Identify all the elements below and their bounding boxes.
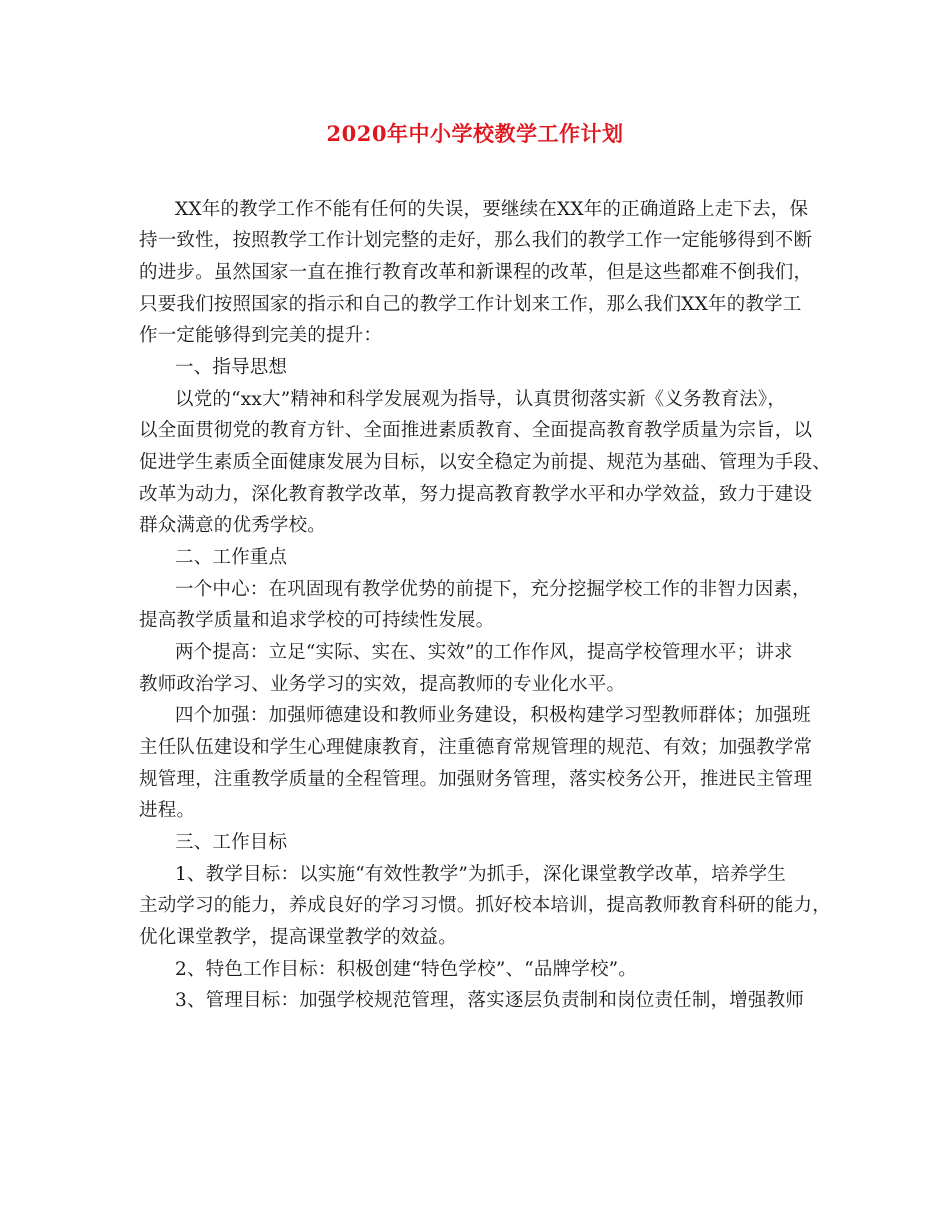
paragraph-line: 1、教学目标：以实施“有效性教学”为抓手，深化课堂教学改革，培养学生 <box>175 864 786 885</box>
paragraph-line: 主动学习的能力，养成良好的学习习惯。抓好校本培训，提高教师教育科研的能力， <box>139 895 831 916</box>
section-heading: 二、工作重点 <box>175 547 288 568</box>
paragraph-line: 促进学生素质全面健康发展为目标，以安全稳定为前提、规范为基础、管理为手段、 <box>139 452 831 473</box>
paragraph-line: 规管理，注重教学质量的全程管理。加强财务管理，落实校务公开，推进民主管理 <box>139 769 813 790</box>
paragraph-line: 2、特色工作目标：积极创建“特色学校”、“品牌学校”。 <box>175 959 638 980</box>
paragraph-line: 以全面贯彻党的教育方针、全面推进素质教育、全面提高教育教学质量为宗旨，以 <box>139 420 813 441</box>
paragraph-line: 主任队伍建设和学生心理健康教育，注重德育常规管理的规范、有效；加强教学常 <box>139 737 813 758</box>
document-title: 2020年中小学校教学工作计划 <box>326 121 624 146</box>
paragraph-line: 进程。 <box>139 800 196 821</box>
paragraph-line: 群众满意的优秀学校。 <box>139 515 327 536</box>
section-heading: 一、指导思想 <box>175 357 288 378</box>
paragraph-line: 提高教学质量和追求学校的可持续性发展。 <box>139 610 495 631</box>
section-heading: 三、工作目标 <box>175 832 288 853</box>
paragraph-line: 作一定能够得到完美的提升： <box>139 325 383 346</box>
paragraph-line: 四个加强：加强师德建设和教师业务建设，积极构建学习型教师群体；加强班 <box>175 705 811 726</box>
paragraph-line: 改革为动力，深化教育教学改革，努力提高教育教学水平和办学效益，致力于建设 <box>139 484 813 505</box>
paragraph-line: 两个提高：立足“实际、实在、实效”的工作作风，提高学校管理水平；讲求 <box>175 642 793 663</box>
paragraph-line: 教师政治学习、业务学习的实效，提高教师的专业化水平。 <box>139 674 626 695</box>
paragraph-line: 优化课堂教学，提高课堂教学的效益。 <box>139 927 457 948</box>
paragraph-line: 3、管理目标：加强学校规范管理，落实逐层负责制和岗位责任制，增强教师 <box>175 990 805 1011</box>
paragraph-line: 一个中心：在巩固现有教学优势的前提下，充分挖掘学校工作的非智力因素， <box>175 579 811 600</box>
paragraph-line: 以党的“xx大”精神和科学发展观为指导，认真贯彻落实新《义务教育法》， <box>175 389 787 410</box>
paragraph-line: 只要我们按照国家的指示和自己的教学工作计划来工作，那么我们XX年的教学工 <box>139 294 802 315</box>
paragraph-line: 的进步。虽然国家一直在推行教育改革和新课程的改革，但是这些都难不倒我们， <box>139 262 813 283</box>
paragraph-line: 持一致性，按照教学工作计划完整的走好，那么我们的教学工作一定能够得到不断 <box>139 230 813 251</box>
paragraph-line: XX年的教学工作不能有任何的失误，要继续在XX年的正确道路上走下去，保 <box>175 199 809 220</box>
